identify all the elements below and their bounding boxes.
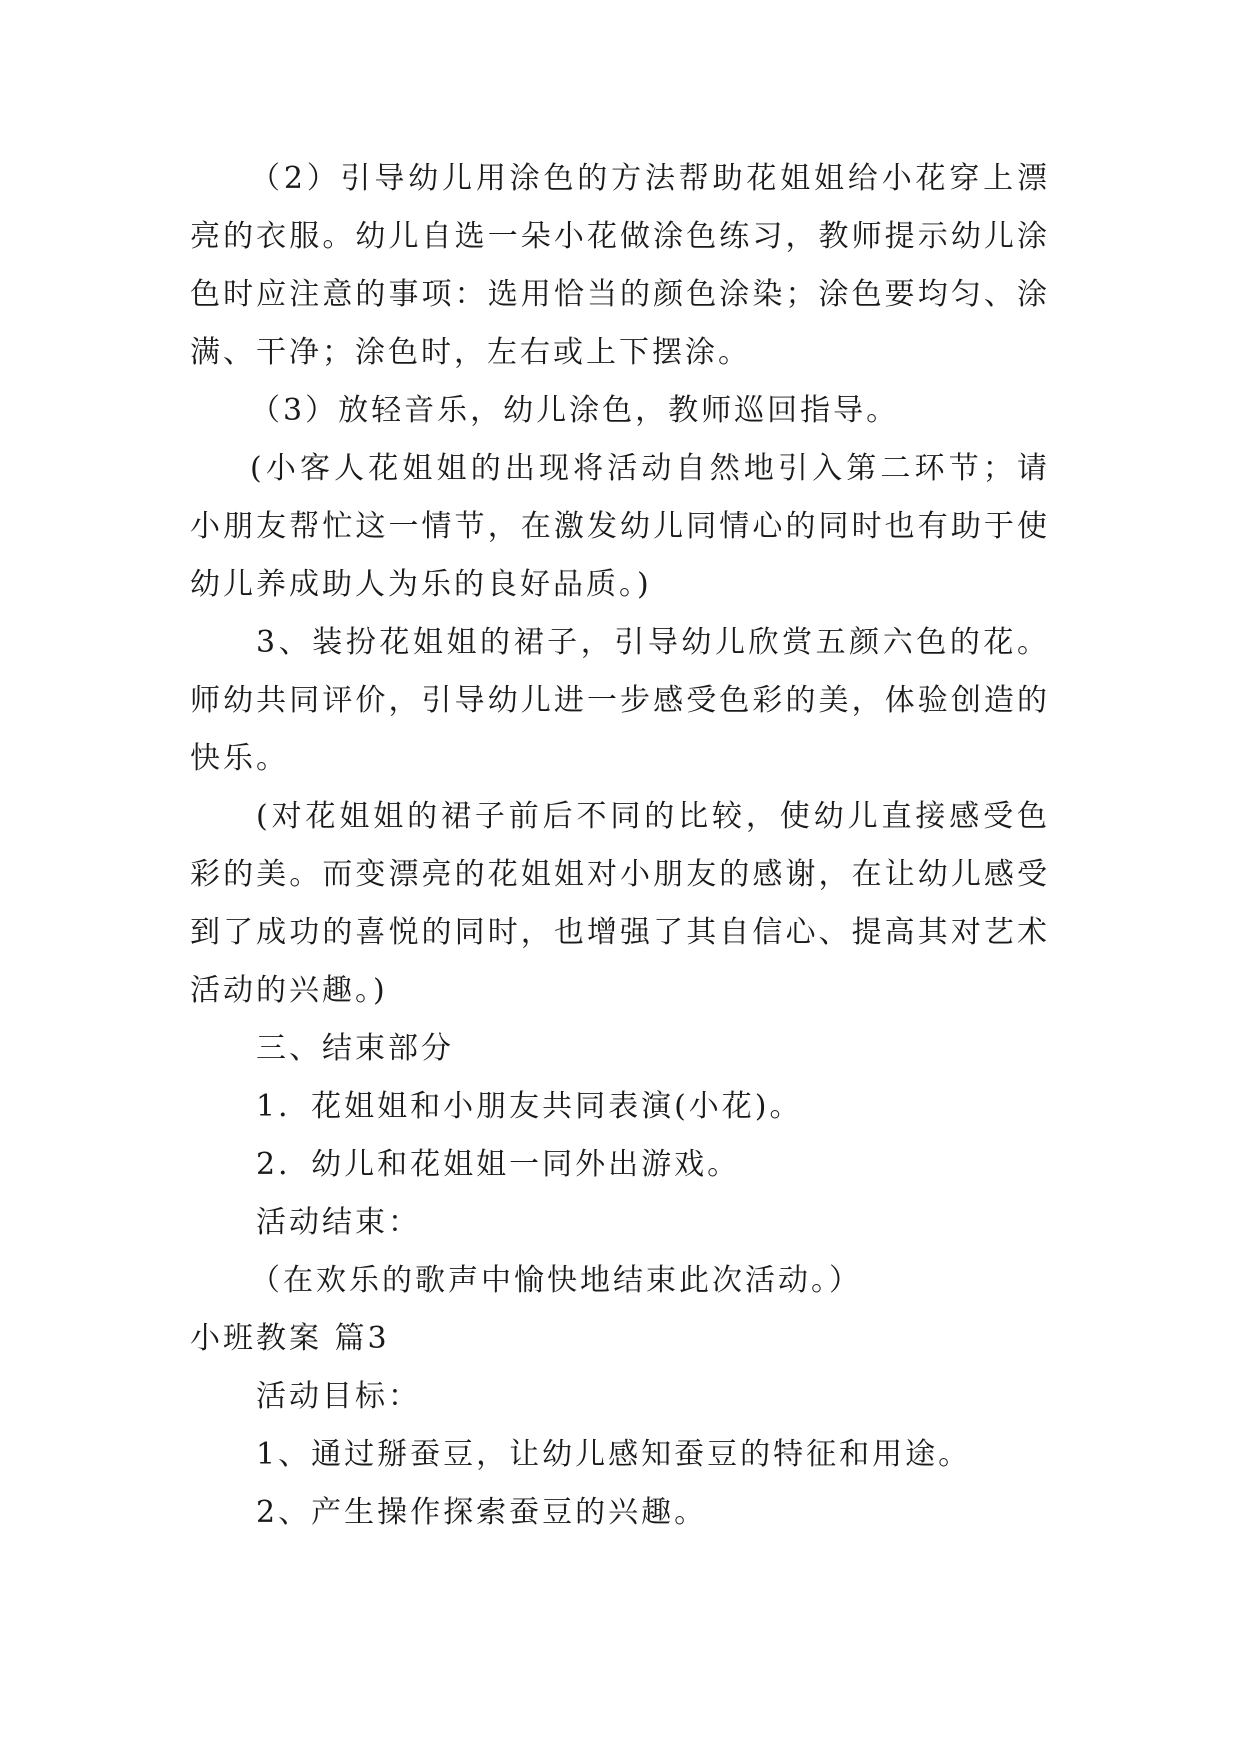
paragraph-goals-heading: 活动目标： bbox=[256, 1379, 421, 1414]
paragraph-note-guest: (小客人花姐姐的出现将活动自然地引入第二环节；请小朋友帮忙这一情节，在激发幼儿同情心的同时也有助于使幼儿养成助人为乐的良好品质。) bbox=[190, 451, 1050, 602]
paragraph-ending-item-1: 1．花姐姐和小朋友共同表演(小花)。 bbox=[256, 1089, 803, 1124]
paragraph-coloring-guidance: （2）引导幼儿用涂色的方法帮助花姐姐给小花穿上漂亮的衣服。幼儿自选一朵小花做涂色练习，教师提示幼儿涂色时应注意的事项：选用恰当的颜色涂染；涂色要均匀、涂满、干净；涂色时，左右或上下摆涂。 bbox=[190, 161, 1050, 370]
paragraph-ending-heading: 三、结束部分 bbox=[256, 1031, 454, 1066]
paragraph-step-3: 3、装扮花姐姐的裙子，引导幼儿欣赏五颜六色的花。师幼共同评价，引导幼儿进一步感受色彩的美，体验创造的快乐。 bbox=[190, 625, 1050, 776]
paragraph-note-end: （在欢乐的歌声中愉快地结束此次活动。） bbox=[250, 1263, 862, 1298]
paragraph-activity-end: 活动结束： bbox=[256, 1205, 421, 1240]
paragraph-goal-2: 2、产生操作探索蚕豆的兴趣。 bbox=[256, 1495, 708, 1530]
document-body bbox=[190, 150, 1050, 1542]
paragraph-goal-1: 1、通过掰蚕豆，让幼儿感知蚕豆的特征和用途。 bbox=[256, 1437, 972, 1472]
paragraph-ending-item-2: 2．幼儿和花姐姐一同外出游戏。 bbox=[256, 1147, 741, 1182]
section-title: 小班教案 篇3 bbox=[190, 1321, 390, 1356]
paragraph-music-coloring: （3）放轻音乐，幼儿涂色，教师巡回指导。 bbox=[250, 393, 900, 428]
paragraph-note-comparison: (对花姐姐的裙子前后不同的比较，使幼儿直接感受色彩的美。而变漂亮的花姐姐对小朋友的感谢，在让幼儿感受到了成功的喜悦的同时，也增强了其自信心、提高其对艺术活动的兴趣。) bbox=[190, 799, 1050, 1008]
